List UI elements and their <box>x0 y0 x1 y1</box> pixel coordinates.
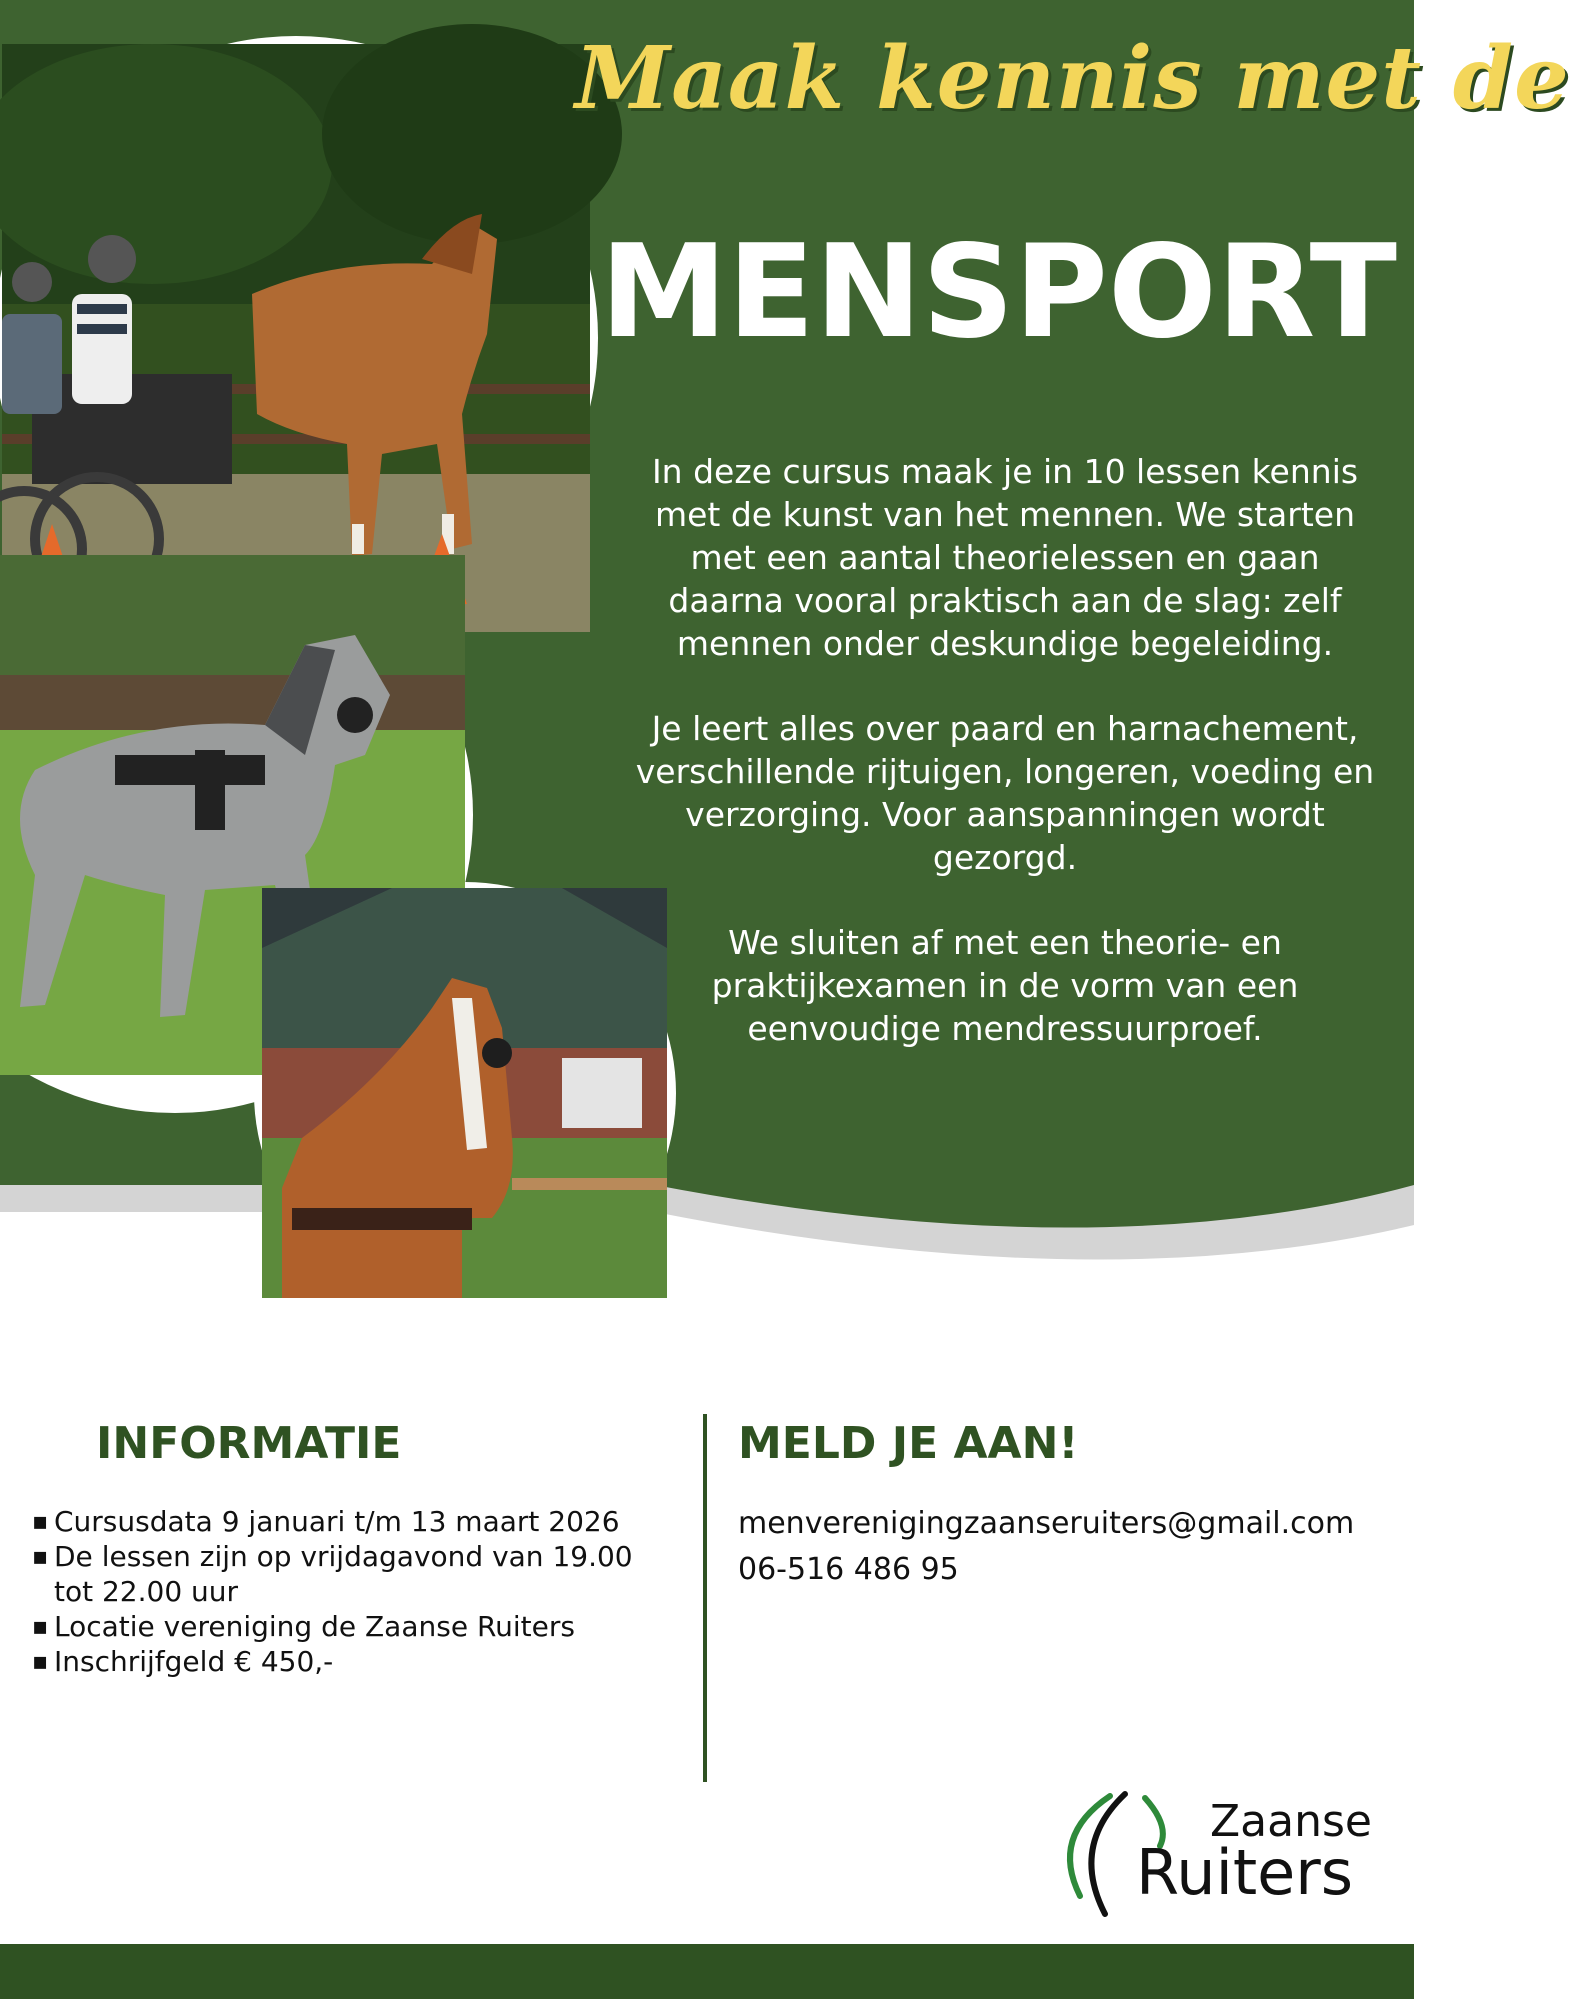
intro-text <box>630 450 1380 1092</box>
logo-text-ruiters: Ruiters <box>1136 1836 1354 1909</box>
main-title: MENSPORT <box>600 218 1397 367</box>
info-list-item: ▪ Cursusdata 9 januari t/m 13 maart 2026 <box>32 1504 652 1539</box>
intro-paragraph: Je leert alles over paard en harnachement, verschillende rijtuigen, longeren, voeding en verzorging. Voor aanspanningen wordt gezorgd. <box>635 709 1375 877</box>
intro-paragraph: In deze cursus maak je in 10 lessen kennis met de kunst van het mennen. We starten met een aantal theorielessen en gaan daarna vooral praktisch aan de slag: zelf mennen onder deskundige begeleiding. <box>651 452 1359 663</box>
info-heading: INFORMATIE <box>96 1418 402 1469</box>
footer-bar <box>0 1944 1414 1999</box>
info-list-item: ▪ Locatie vereniging de Zaanse Ruiters <box>32 1609 652 1644</box>
signup-heading: MELD JE AAN! <box>738 1418 1079 1469</box>
carriage-driving-photo <box>2 44 590 632</box>
info-list <box>32 1504 652 1679</box>
contact-email[interactable]: menverenigingzaanseruiters@gmail.com <box>738 1506 1355 1541</box>
column-divider <box>703 1414 707 1782</box>
logo-text-zaanse: Zaanse <box>1210 1796 1372 1847</box>
info-list-item: ▪ De lessen zijn op vrijdagavond van 19.00 tot 22.00 uur <box>32 1539 652 1609</box>
contact-phone[interactable]: 06-516 486 95 <box>738 1552 959 1587</box>
info-list-item: ▪ Inschrijfgeld € 450,- <box>32 1644 652 1679</box>
zaanse-ruiters-logo <box>1050 1786 1370 1926</box>
intro-paragraph: We sluiten af met een theorie- en praktijkexamen in de vorm van een eenvoudige mendressuurproef. <box>711 923 1299 1048</box>
chestnut-horse-photo <box>262 888 667 1298</box>
script-title: Maak kennis met de <box>575 28 1570 129</box>
